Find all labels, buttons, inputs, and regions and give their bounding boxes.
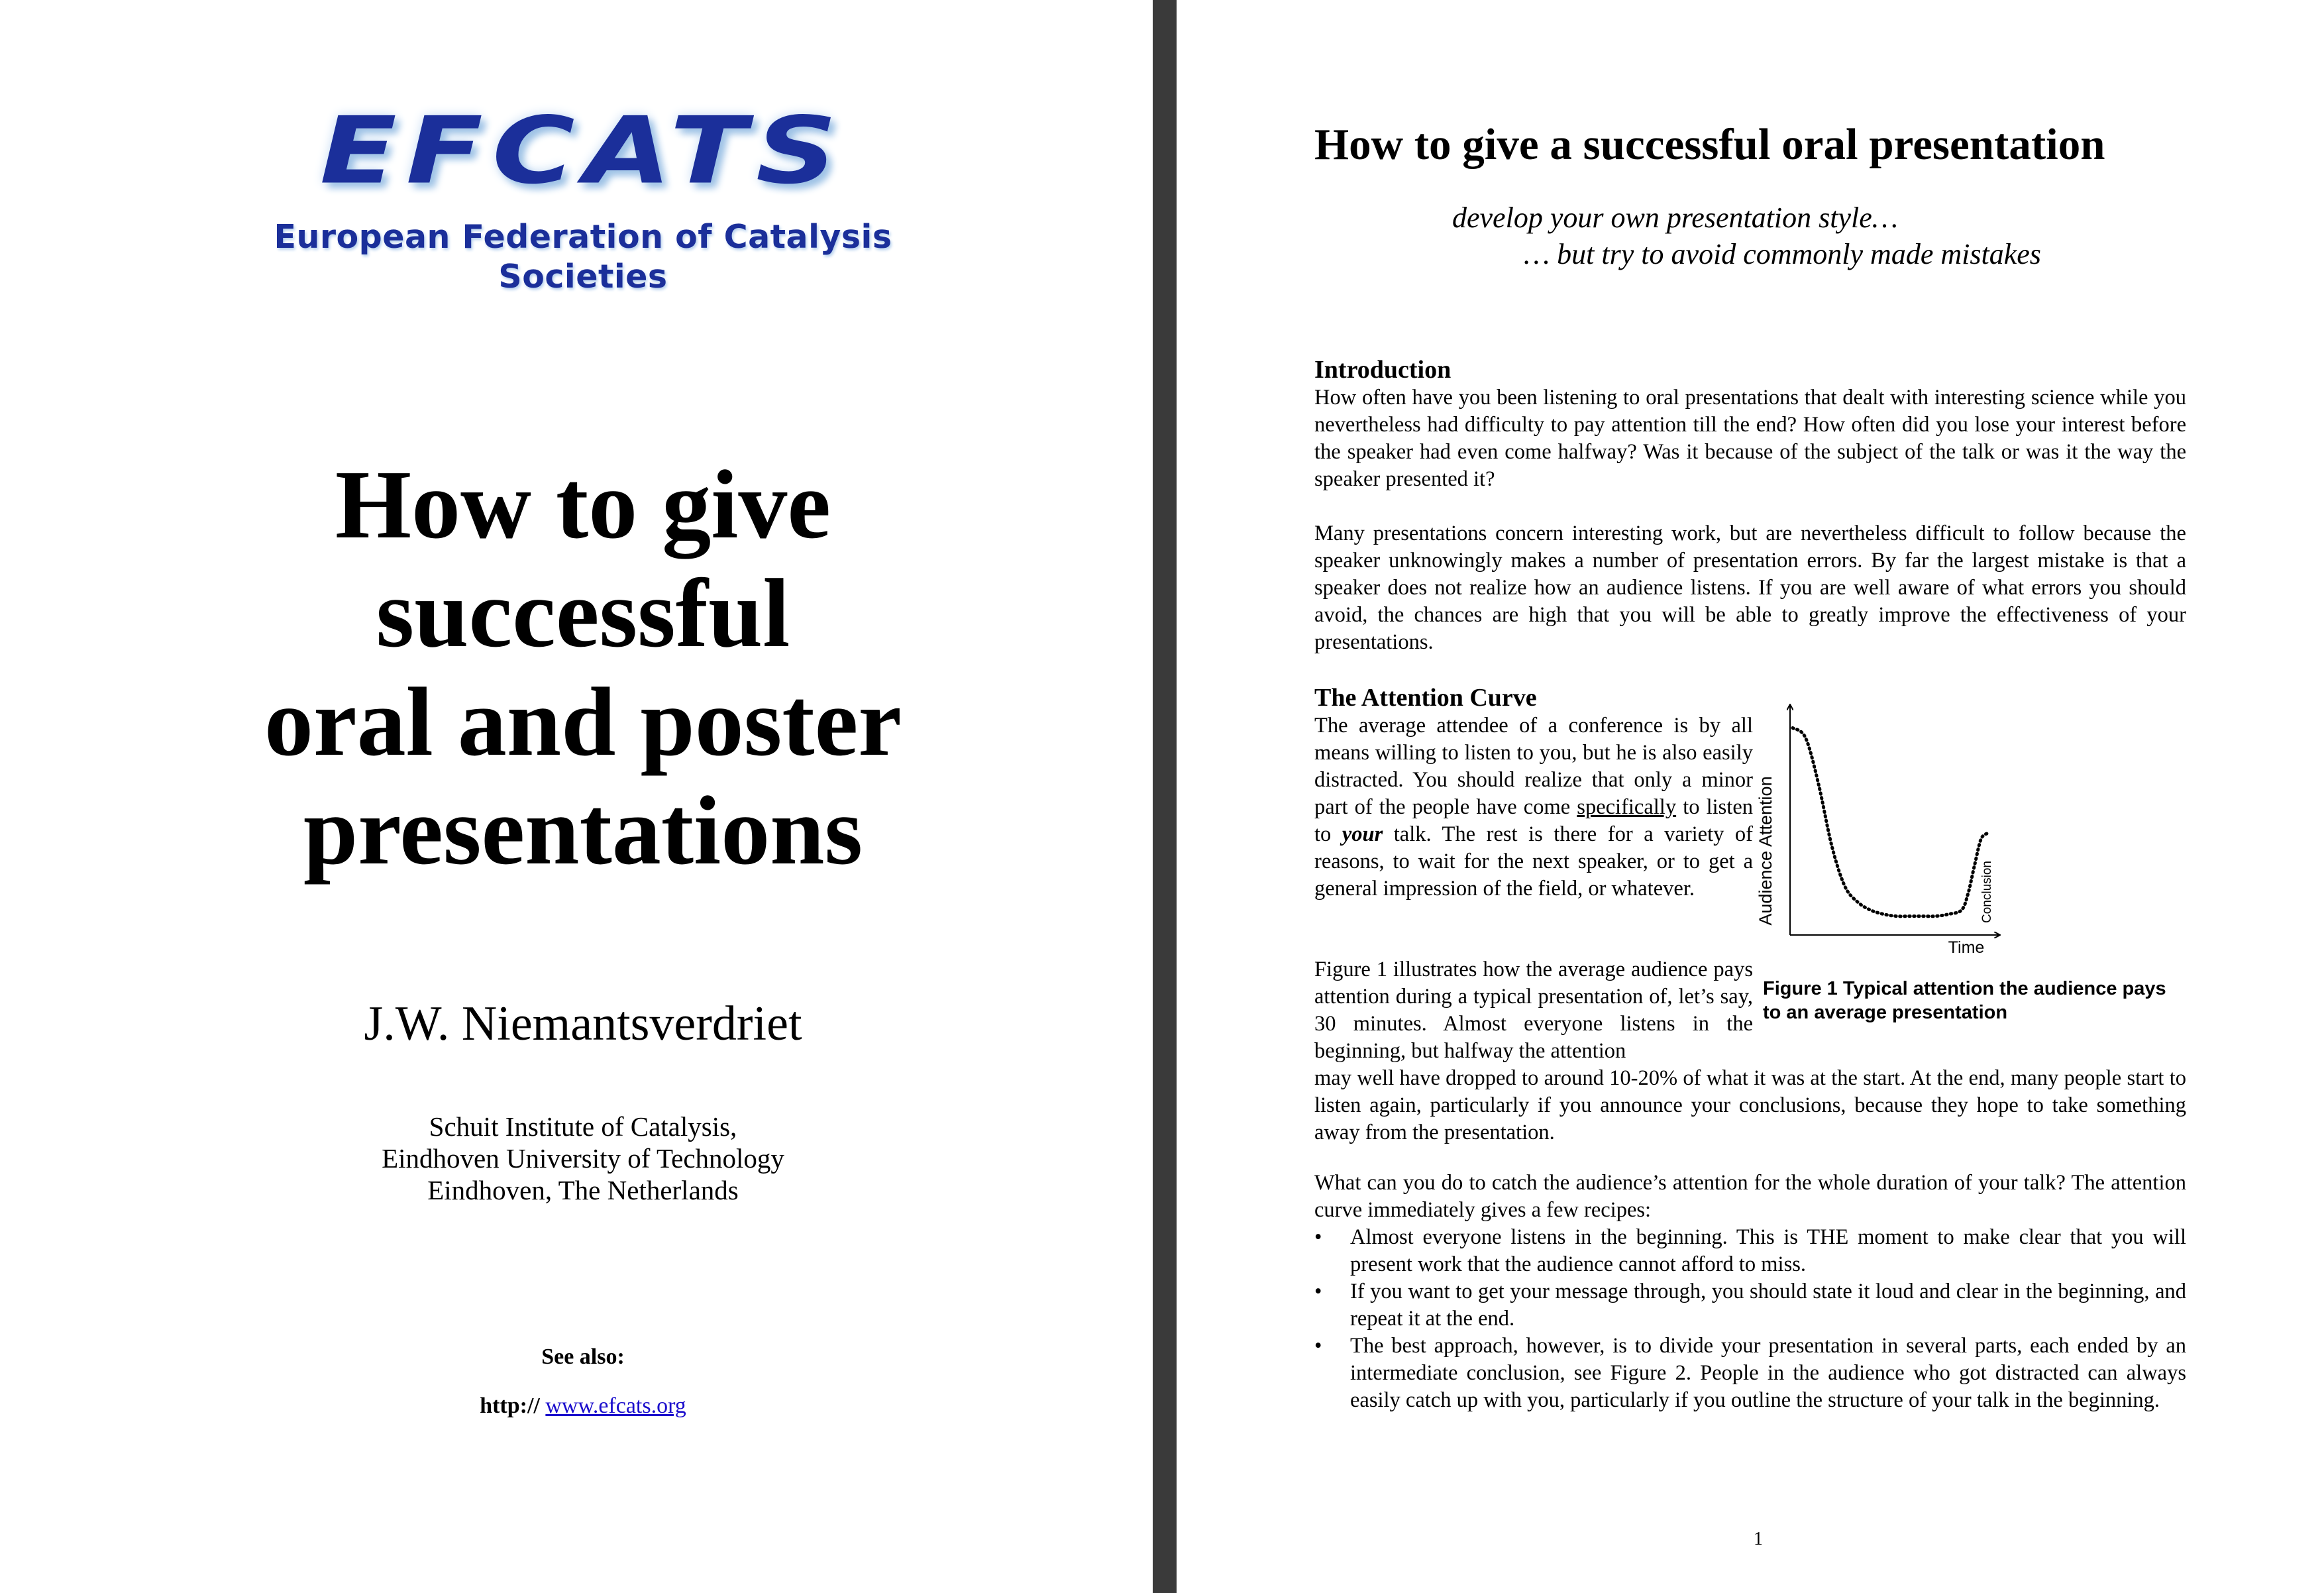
cover-affiliation [0, 1111, 1166, 1206]
bullet-symbol: • [1314, 1280, 1322, 1303]
emphasized-word: your [1342, 822, 1383, 846]
website-line [0, 1393, 1166, 1419]
logo-subtitle: European Federation of Catalysis Societies [274, 218, 892, 296]
tagline-line: … but try to avoid commonly made mistakes [1524, 238, 2041, 270]
article-page [1177, 0, 2324, 1593]
text-run: talk. The rest is there for a variety of reasons, to wait for the next speaker, or to get a general impression of the field, or whatever. [1314, 822, 1753, 901]
cover-title-line: successful [376, 559, 790, 668]
cover-author: J.W. Niemantsverdriet [364, 997, 802, 1051]
bullet-symbol: • [1314, 1334, 1322, 1358]
attention-paragraph [1314, 712, 1753, 903]
list-item [1314, 1278, 2186, 1333]
cover-title-line: presentations [303, 777, 863, 885]
intro-paragraph: Many presentations concern interesting work, but are nevertheless difficult to follow because the speaker unknowingly makes a number of presentation errors. By far the largest mistake is that a speaker does not realize how an audience listens. If you are well aware of what errors you should avoid, the chances are high that you will be able to greatly improve the effectiveness of your presentations. [1314, 522, 2186, 654]
y-axis-label: Audience Attention [1756, 776, 1775, 926]
cover-title [0, 451, 1166, 885]
efcats-logo [238, 97, 927, 296]
tagline-line: develop your own presentation style… [1452, 201, 1898, 234]
list-item-text: If you want to get your message through, you should state it loud and clear in the beginning, and repeat it at the end. [1350, 1280, 2186, 1331]
text-run: The average attendee of a conference is by all means willing to listen to you, but he is also easily distracted. You should realize that only a minor part of the people have come [1314, 714, 1753, 819]
x-axis-label: Time [1948, 938, 1985, 957]
text-run: to listen to [1314, 795, 1753, 846]
cover-title-line: How to give [335, 451, 831, 559]
list-item [1314, 1333, 2186, 1414]
efcats-website-link[interactable]: www.efcats.org [545, 1394, 686, 1418]
url-protocol: http:// [480, 1394, 540, 1418]
logo-wordmark: EFCATS [319, 97, 847, 205]
affiliation-line: Eindhoven University of Technology [382, 1143, 784, 1174]
attention-curve-chart [1756, 700, 2005, 957]
article-title: How to give a successful oral presentation [1314, 120, 2105, 169]
figure-caption: Figure 1 Typical attention the audience pays to an average presentation [1763, 978, 2166, 1023]
attention-paragraph-continued: may well have dropped to around 10-20% of what it was at the start. At the end, many people start to listen again, particularly if you announce your conclusions, because they hope to take something away from the presentation. [1314, 1066, 2186, 1144]
conclusion-annotation: Conclusion [1980, 861, 1994, 923]
page-divider [1153, 0, 1177, 1593]
list-item-text: The best approach, however, is to divide your presentation in several parts, each ended by an intermediate conclusion, see Figure 2. People in the audience who got distracted can always easily catch up with you, particularly if you outline the structure of your talk in the beginning. [1350, 1334, 2186, 1412]
see-also-label: See also: [541, 1345, 625, 1369]
attention-curve-heading: The Attention Curve [1314, 684, 1537, 712]
bullet-symbol: • [1314, 1225, 1322, 1249]
attention-paragraph-column: Figure 1 illustrates how the average audience pays attention during a typical presentation of, let’s say, 30 minutes. Almost everyone listens in the beginning, but halfway the attention [1314, 958, 1753, 1063]
affiliation-line: Eindhoven, The Netherlands [427, 1175, 739, 1205]
attention-series-line [1793, 728, 1987, 916]
affiliation-line: Schuit Institute of Catalysis, [429, 1111, 737, 1142]
list-item [1314, 1224, 2186, 1278]
recipes-list [1314, 1224, 2186, 1414]
list-item-text: Almost everyone listens in the beginning. This is THE moment to make clear that you will present work that the audience cannot afford to miss. [1350, 1225, 2186, 1276]
underlined-word: specifically [1577, 795, 1677, 819]
intro-paragraph: How often have you been listening to oral presentations that dealt with interesting science while you nevertheless had difficulty to pay attention till the end? How often did you lose your interest before the speaker had even come halfway? Was it because of the subject of the talk or was it the way the speaker presented it? [1314, 386, 2186, 491]
introduction-heading: Introduction [1314, 356, 1452, 384]
cover-page [0, 0, 1153, 1593]
cover-title-line: oral and poster [264, 668, 902, 777]
recipes-intro-paragraph: What can you do to catch the audience’s attention for the whole duration of your talk? The attention curve immediately gives a few recipes: [1314, 1171, 2186, 1222]
page-number: 1 [1754, 1529, 1763, 1549]
